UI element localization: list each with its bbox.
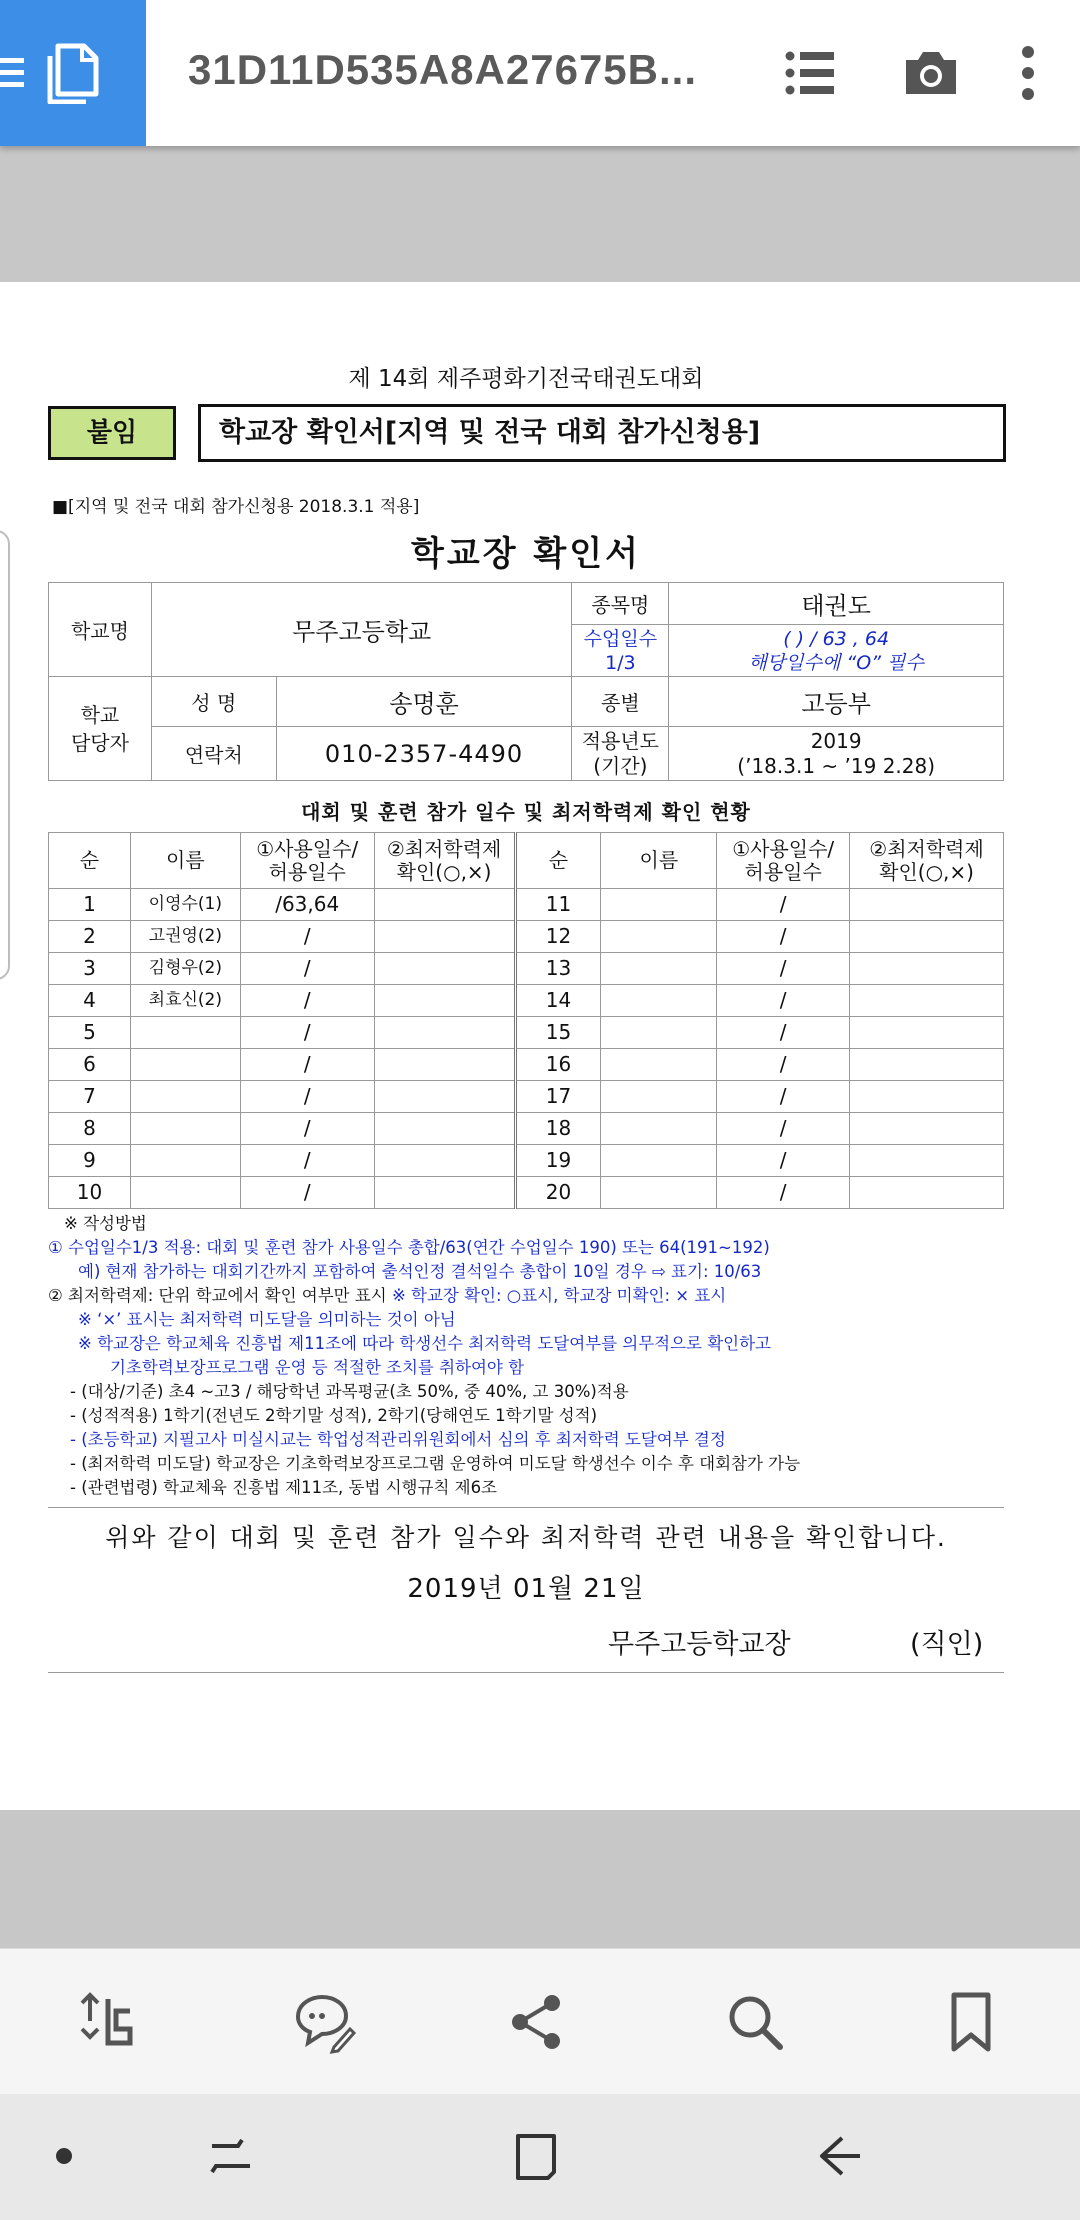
row-name-right bbox=[601, 1017, 717, 1049]
col-name-right: 이름 bbox=[601, 833, 717, 889]
row-no-right: 18 bbox=[515, 1113, 601, 1145]
row-name-right bbox=[601, 889, 717, 921]
recents-icon[interactable] bbox=[202, 2126, 262, 2186]
year-label bbox=[572, 727, 669, 781]
table-row bbox=[49, 985, 1004, 1017]
col-days-right-line2: 허용일수 bbox=[744, 859, 822, 884]
row-min-check bbox=[374, 889, 515, 921]
school-value: 무주고등학교 bbox=[151, 583, 572, 677]
row-no: 9 bbox=[49, 1145, 131, 1177]
col-min-right bbox=[850, 833, 1004, 889]
row-min-check-right bbox=[850, 985, 1004, 1017]
table-row bbox=[49, 1049, 1004, 1081]
row-name-right bbox=[601, 1049, 717, 1081]
row-min-check-right bbox=[850, 1177, 1004, 1209]
row-no-right: 19 bbox=[515, 1145, 601, 1177]
note-2b: ※ ‘×’ 표시는 최저학력 미도달을 의미하는 것이 아님 bbox=[78, 1310, 456, 1329]
home-icon[interactable] bbox=[506, 2126, 566, 2186]
row-min-check-right bbox=[850, 953, 1004, 985]
col-min-line1: ②최저학력제 bbox=[386, 836, 502, 861]
document-button[interactable] bbox=[0, 0, 146, 146]
event-header: 제 14회 제주평화기전국태권도대회 bbox=[348, 366, 704, 392]
col-days-right-line1: ①사용일수/ bbox=[732, 836, 835, 861]
note-2c: ※ 학교장은 학교체육 진흥법 제11조에 따라 학생선수 최저학력 도달여부를 의무적으로 확인하고 bbox=[78, 1334, 771, 1353]
row-name-right bbox=[601, 1113, 717, 1145]
row-no-right: 11 bbox=[515, 889, 601, 921]
note-2a-text: ② 최저학력제: 단위 학교에서 확인 여부만 표시 bbox=[48, 1286, 387, 1305]
row-name-right bbox=[601, 985, 717, 1017]
note-1a: ① 수업일수1/3 적용: 대회 및 훈련 참가 사용일수 총합/63(연간 수업일수 190) 또는 64(191~192) bbox=[48, 1238, 770, 1257]
row-no-right: 13 bbox=[515, 953, 601, 985]
days-label bbox=[572, 625, 669, 677]
row-name: 최효신(2) bbox=[130, 985, 240, 1017]
days-value-line1: ( ) / 63 , 64 bbox=[783, 627, 890, 650]
row-days: / bbox=[240, 1145, 374, 1177]
row-days-right: / bbox=[717, 1177, 850, 1209]
table-body bbox=[49, 889, 1004, 1209]
table-row bbox=[49, 1017, 1004, 1049]
viewer-background-top bbox=[0, 146, 1080, 282]
row-days-right: / bbox=[717, 889, 850, 921]
divider-bottom bbox=[48, 1672, 1004, 1673]
table-row bbox=[49, 921, 1004, 953]
col-no-right: 순 bbox=[515, 833, 601, 889]
table-header-row bbox=[49, 833, 1004, 889]
bottom-toolbar bbox=[0, 1948, 1080, 2094]
row-no: 2 bbox=[49, 921, 131, 953]
share-icon[interactable] bbox=[504, 1989, 570, 2055]
row-min-check bbox=[374, 1177, 515, 1209]
year-value bbox=[669, 727, 1004, 781]
row-name bbox=[130, 1017, 240, 1049]
school-label: 학교명 bbox=[49, 583, 152, 677]
year-label-line1: 적용년도 bbox=[581, 728, 659, 753]
note-2a bbox=[48, 1284, 1028, 1308]
row-days: / bbox=[240, 1049, 374, 1081]
name-label: 성 명 bbox=[151, 677, 276, 727]
event-label: 종목명 bbox=[572, 583, 669, 625]
row-no: 4 bbox=[49, 985, 131, 1017]
col-days-line1: ①사용일수/ bbox=[256, 836, 359, 861]
row-min-check bbox=[374, 1081, 515, 1113]
days-value bbox=[669, 625, 1004, 677]
col-days-right bbox=[717, 833, 850, 889]
row-no: 5 bbox=[49, 1017, 131, 1049]
row-days: / bbox=[240, 1177, 374, 1209]
row-name-right bbox=[601, 1177, 717, 1209]
top-app-bar bbox=[0, 0, 1080, 146]
col-days-line2: 허용일수 bbox=[268, 859, 346, 884]
col-min bbox=[374, 833, 515, 889]
row-days-right: / bbox=[717, 921, 850, 953]
menu-icon[interactable] bbox=[0, 56, 26, 90]
col-no: 순 bbox=[49, 833, 131, 889]
info-table bbox=[48, 582, 1004, 781]
days-label-line2: 1/3 bbox=[605, 651, 636, 674]
document-icon bbox=[44, 40, 104, 104]
table-row bbox=[49, 1145, 1004, 1177]
row-name bbox=[130, 1049, 240, 1081]
row-name: 고권영(2) bbox=[130, 921, 240, 953]
row-days: / bbox=[240, 953, 374, 985]
divider bbox=[48, 1507, 1004, 1508]
row-no-right: 14 bbox=[515, 985, 601, 1017]
section-title: 대회 및 훈련 참가 일수 및 최저학력제 확인 현황 bbox=[301, 800, 751, 824]
row-no-right: 20 bbox=[515, 1177, 601, 1209]
viewer-background-bottom bbox=[0, 1810, 1080, 1948]
manager-label-line2: 담당자 bbox=[70, 730, 129, 755]
row-min-check bbox=[374, 921, 515, 953]
col-days bbox=[240, 833, 374, 889]
row-min-check-right bbox=[850, 1049, 1004, 1081]
row-min-check-right bbox=[850, 921, 1004, 953]
row-min-check bbox=[374, 1145, 515, 1177]
participation-table bbox=[48, 832, 1004, 1209]
principal-name: 무주고등학교장 bbox=[608, 1629, 791, 1660]
detail-2: - (성적적용) 1학기(전년도 2학기말 성적), 2학기(당해연도 1학기말 성적) bbox=[70, 1406, 598, 1425]
row-name: 김형우(2) bbox=[130, 953, 240, 985]
list-icon[interactable] bbox=[778, 40, 844, 106]
row-no-right: 15 bbox=[515, 1017, 601, 1049]
system-nav-bar bbox=[0, 2094, 1080, 2220]
contact-value: 010-2357-4490 bbox=[276, 727, 572, 781]
table-row bbox=[49, 1177, 1004, 1209]
event-value: 태권도 bbox=[669, 583, 1004, 625]
row-min-check-right bbox=[850, 1017, 1004, 1049]
document-title: 31D11D535A8A27675B... bbox=[188, 46, 698, 93]
division-label: 종별 bbox=[572, 677, 669, 727]
row-min-check-right bbox=[850, 1145, 1004, 1177]
table-row bbox=[49, 1113, 1004, 1145]
main-title: 학교장 확인서 bbox=[411, 534, 641, 574]
confirm-text: 위와 같이 대회 및 훈련 참가 일수와 최저학력 관련 내용을 확인합니다. bbox=[105, 1523, 947, 1552]
row-days-right: / bbox=[717, 1081, 850, 1113]
row-min-check bbox=[374, 985, 515, 1017]
attach-label: 붙임 bbox=[48, 406, 176, 460]
manager-label-line1: 학교 bbox=[80, 702, 120, 727]
bookmark-icon[interactable] bbox=[938, 1989, 1004, 2055]
back-icon[interactable] bbox=[808, 2126, 868, 2186]
row-no: 1 bbox=[49, 889, 131, 921]
year-value-line2: (’18.3.1 ~ ’19 2.28) bbox=[737, 753, 936, 778]
row-no: 6 bbox=[49, 1049, 131, 1081]
note-1b: 예) 현재 참가하는 대회기간까지 포함하여 출석인정 결석일수 총합이 10일 경우 ⇨ 표기: 10/63 bbox=[78, 1262, 762, 1281]
row-name bbox=[130, 1081, 240, 1113]
row-days: / bbox=[240, 1113, 374, 1145]
row-no-right: 16 bbox=[515, 1049, 601, 1081]
row-no: 10 bbox=[49, 1177, 131, 1209]
row-name bbox=[130, 1113, 240, 1145]
attach-title: 학교장 확인서[지역 및 전국 대회 참가신청용] bbox=[198, 404, 1006, 462]
row-name-right bbox=[601, 1081, 717, 1113]
detail-1: - (대상/기준) 초4 ~고3 / 해당학년 과목평균(초 50%, 중 40%, 고 30%)적용 bbox=[70, 1382, 629, 1401]
row-no: 7 bbox=[49, 1081, 131, 1113]
row-min-check-right bbox=[850, 1081, 1004, 1113]
note-2a-blue: ※ 학교장 확인: ○표시, 학교장 미확인: × 표시 bbox=[391, 1286, 727, 1305]
detail-3: - (초등학교) 지필고사 미실시교는 학업성적관리위원회에서 심의 후 최저학력 도달여부 결정 bbox=[70, 1430, 726, 1449]
side-scroll-handle[interactable] bbox=[0, 530, 10, 980]
note-2d: 기초학력보장프로그램 운영 등 적절한 조치를 취하여야 함 bbox=[110, 1358, 525, 1377]
days-label-line1: 수업일수 bbox=[583, 627, 658, 650]
table-row bbox=[49, 1081, 1004, 1113]
row-name: 이영수(1) bbox=[130, 889, 240, 921]
year-value-line1: 2019 bbox=[810, 728, 862, 753]
table-row bbox=[49, 889, 1004, 921]
notes-method: ※ 작성방법 bbox=[64, 1214, 147, 1233]
row-name bbox=[130, 1177, 240, 1209]
more-vert-icon[interactable] bbox=[1000, 40, 1066, 106]
row-min-check bbox=[374, 1049, 515, 1081]
row-min-check-right bbox=[850, 1113, 1004, 1145]
year-label-line2: (기간) bbox=[593, 753, 648, 778]
search-icon[interactable] bbox=[722, 1989, 788, 2055]
row-no-right: 12 bbox=[515, 921, 601, 953]
table-row bbox=[49, 953, 1004, 985]
row-days: / bbox=[240, 1017, 374, 1049]
row-days-right: / bbox=[717, 1049, 850, 1081]
col-name: 이름 bbox=[130, 833, 240, 889]
row-days: / bbox=[240, 1081, 374, 1113]
manager-label bbox=[49, 677, 152, 781]
document-page[interactable] bbox=[0, 282, 1080, 1810]
row-days: /63,64 bbox=[240, 889, 374, 921]
dot-icon[interactable] bbox=[34, 2126, 94, 2186]
row-name bbox=[130, 1145, 240, 1177]
crop-icon[interactable] bbox=[72, 1989, 138, 2055]
col-min-right-line2: 확인(○,×) bbox=[879, 859, 974, 884]
row-name-right bbox=[601, 1145, 717, 1177]
row-name-right bbox=[601, 921, 717, 953]
division-value: 고등부 bbox=[669, 677, 1004, 727]
applicability-note: ■[지역 및 전국 대회 참가신청용 2018.3.1 적용] bbox=[52, 497, 420, 517]
comment-pen-icon[interactable] bbox=[290, 1989, 356, 2055]
row-min-check bbox=[374, 1113, 515, 1145]
camera-icon[interactable] bbox=[898, 40, 964, 106]
row-days: / bbox=[240, 985, 374, 1017]
days-value-line2: 해당일수에 “O” 필수 bbox=[748, 651, 924, 674]
row-min-check bbox=[374, 1017, 515, 1049]
row-min-check-right bbox=[850, 889, 1004, 921]
row-min-check bbox=[374, 953, 515, 985]
row-no-right: 17 bbox=[515, 1081, 601, 1113]
col-min-right-line1: ②최저학력제 bbox=[869, 836, 984, 861]
row-days: / bbox=[240, 921, 374, 953]
notes-section bbox=[48, 1212, 1028, 1500]
detail-5: - (관련법령) 학교체육 진흥법 제11조, 동법 시행규칙 제6조 bbox=[70, 1478, 497, 1497]
row-name-right bbox=[601, 953, 717, 985]
row-no: 8 bbox=[49, 1113, 131, 1145]
contact-label: 연락처 bbox=[151, 727, 276, 781]
row-days-right: / bbox=[717, 1017, 850, 1049]
row-days-right: / bbox=[717, 953, 850, 985]
confirm-date: 2019년 01월 21일 bbox=[407, 1574, 645, 1604]
seal-label: (직인) bbox=[910, 1629, 984, 1660]
detail-4: - (최저학력 미도달) 학교장은 기초학력보장프로그램 운영하여 미도달 학생선수 이수 후 대회참가 가능 bbox=[70, 1454, 801, 1473]
col-min-line2: 확인(○,×) bbox=[396, 859, 492, 884]
row-no: 3 bbox=[49, 953, 131, 985]
name-value: 송명훈 bbox=[276, 677, 572, 727]
row-days-right: / bbox=[717, 1113, 850, 1145]
row-days-right: / bbox=[717, 1145, 850, 1177]
row-days-right: / bbox=[717, 985, 850, 1017]
